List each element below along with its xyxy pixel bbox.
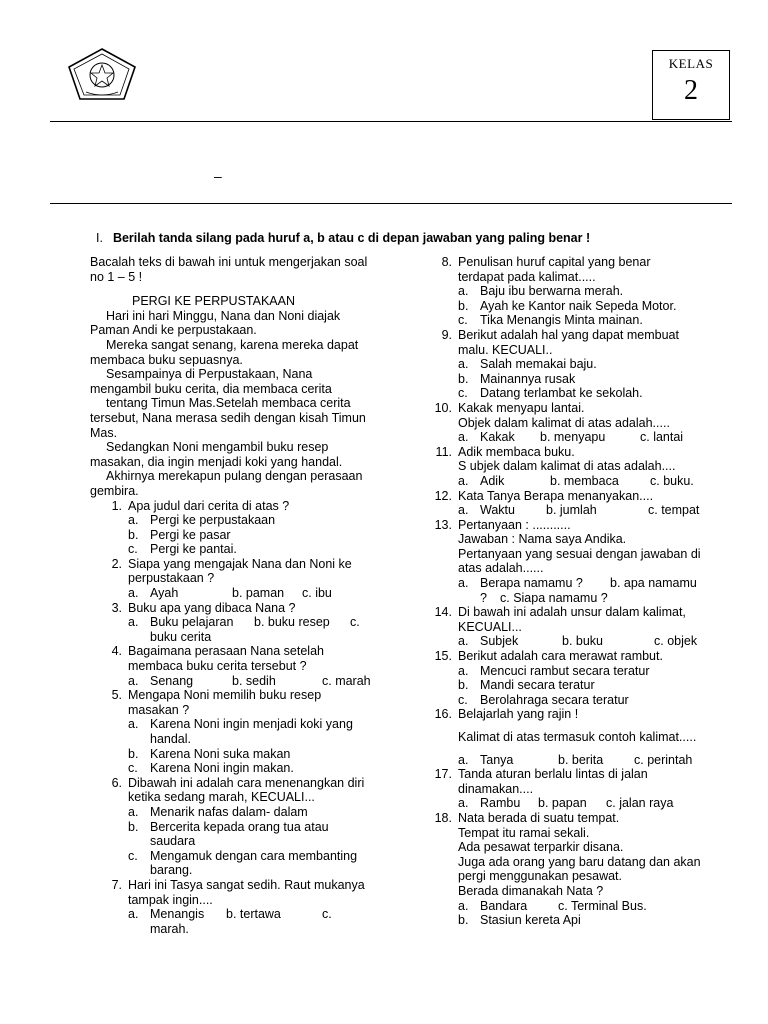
- school-emblem-icon: [66, 46, 138, 102]
- option-b[interactable]: b. Bercerita kepada orang tua atau: [128, 819, 329, 834]
- option-a[interactable]: Waktu: [480, 503, 515, 518]
- option-row: a. Rambu b. papan c. jalan raya: [458, 796, 674, 811]
- instruction-number: I.: [96, 231, 103, 245]
- question-13: 13. Pertanyaan : ...........: [434, 517, 571, 532]
- option-b[interactable]: b. menyapu: [540, 430, 606, 445]
- option-row: [430, 591, 730, 606]
- question-12: 12. Kata Tanya Berapa menanyakan....: [434, 488, 654, 503]
- question-text-cont: Objek dalam kalimat di atas adalah.....: [458, 415, 670, 430]
- option-b[interactable]: b. Pergi ke pasar: [128, 527, 231, 542]
- option-c-cont: buku cerita: [150, 629, 212, 644]
- option-b[interactable]: b. sedih: [232, 673, 276, 688]
- reading-line: gembira.: [90, 483, 139, 498]
- option-row: a. Senang b. sedih c. marah: [128, 673, 371, 688]
- question-text-cont: Tempat itu ramai sekali.: [458, 825, 590, 840]
- question-text-cont: Berada dimanakah Nata ?: [458, 883, 604, 898]
- option-c[interactable]: c. objek: [654, 634, 698, 649]
- reading-line: Paman Andi ke perpustakaan.: [90, 323, 257, 338]
- question-text-cont: Juga ada orang yang baru datang dan akan: [458, 854, 701, 869]
- option-c[interactable]: c. Mengamuk dengan cara membanting: [128, 848, 358, 863]
- option-b[interactable]: b. papan: [538, 796, 587, 811]
- question-text-cont: pergi menggunakan pesawat.: [458, 869, 623, 884]
- option-a[interactable]: Tanya: [480, 752, 514, 767]
- option-a[interactable]: a. Pergi ke perpustakaan: [128, 513, 276, 528]
- question-15: 15. Berikut adalah cara merawat rambut.: [434, 649, 663, 664]
- question-18: 18. Nata berada di suatu tempat.: [434, 810, 620, 825]
- class-label: KELAS: [668, 56, 714, 71]
- option-c-cont: barang.: [150, 863, 193, 878]
- question-16: 16. Belajarlah yang rajin !: [434, 707, 579, 722]
- reading-line: Akhirnya merekapun pulang dengan perasaan: [106, 469, 363, 484]
- option-a[interactable]: Kakak: [480, 430, 515, 445]
- question-11: 11. Adik membaca buku.: [435, 444, 575, 459]
- option-row: a. Waktu b. jumlah c. tempat: [458, 503, 700, 518]
- option-c[interactable]: c. ibu: [302, 586, 332, 601]
- right-column: [430, 255, 730, 928]
- option-c[interactable]: c. Berolahraga secara teratur: [458, 692, 629, 707]
- option-a[interactable]: a. Menarik nafas dalam- dalam: [128, 804, 308, 819]
- option-row: a. Adik b. membaca c. buku.: [458, 473, 694, 488]
- question-14: 14. Di bawah ini adalah unsur dalam kalimat,: [434, 605, 686, 620]
- option-c-cont: marah.: [150, 921, 189, 936]
- question-text-cont: terdapat pada kalimat.....: [458, 269, 596, 284]
- question-7: 7. Hari ini Tasya sangat sedih. Raut mukanya: [111, 877, 365, 892]
- question-text-cont: malu. KECUALI..: [458, 342, 553, 357]
- option-c[interactable]: c. Tika Menangis Minta mainan.: [458, 313, 643, 328]
- option-a[interactable]: a. Baju ibu berwarna merah.: [458, 284, 624, 299]
- option-b[interactable]: b. Mainannya rusak: [458, 371, 576, 386]
- question-6: 6. Dibawah ini adalah cara menenangkan diri: [111, 775, 365, 790]
- option-a[interactable]: Bandara: [480, 898, 528, 913]
- instruction: [96, 231, 590, 245]
- question-5: 5. Mengapa Noni memilih buku resep: [111, 688, 322, 703]
- option-a[interactable]: Menangis: [150, 907, 205, 922]
- option-a-cont: handal.: [150, 732, 192, 746]
- option-c[interactable]: c.: [350, 615, 360, 630]
- option-row: a. Tanya b. berita c. perintah: [458, 752, 693, 767]
- question-text-cont: membaca buku cerita tersebut ?: [128, 659, 307, 674]
- option-b[interactable]: b. tertawa: [226, 907, 281, 922]
- option-b[interactable]: b. berita: [558, 752, 604, 767]
- option-c[interactable]: c. Datang terlambat ke sekolah.: [458, 386, 643, 401]
- question-text-cont: S ubjek dalam kalimat di atas adalah....: [458, 459, 676, 474]
- option-b[interactable]: b. Karena Noni suka makan: [128, 746, 291, 761]
- question-text-cont: masakan ?: [128, 702, 190, 717]
- question-text-cont: atas adalah......: [458, 561, 544, 576]
- option-a[interactable]: a. Mencuci rambut secara teratur: [458, 663, 650, 678]
- question-9: 9. Berikut adalah hal yang dapat membuat: [441, 327, 679, 342]
- option-c[interactable]: c. tempat: [648, 503, 700, 518]
- option-row: a. Subjek b. buku c. objek: [458, 634, 698, 649]
- option-row: a. Bandara c. Terminal Bus.: [458, 898, 647, 913]
- option-a[interactable]: Buku pelajaran: [150, 615, 234, 630]
- option-c[interactable]: c. perintah: [634, 752, 693, 767]
- option-c[interactable]: c. buku.: [650, 473, 694, 488]
- question-2: 2. Siapa yang mengajak Nana dan Noni ke: [111, 556, 352, 571]
- option-c[interactable]: c. marah: [322, 673, 371, 688]
- reading-line: mengambil buku cerita, dia membaca cerita: [90, 381, 332, 396]
- reading-line: masakan, dia ingin menjadi koki yang handal.: [90, 454, 343, 469]
- option-row: a. Buku pelajaran b. buku resep c.: [128, 615, 360, 630]
- option-a[interactable]: Berapa namamu ?: [480, 576, 583, 591]
- reading-line: tentang Timun Mas.Setelah membaca cerita: [106, 396, 351, 411]
- question-text-cont: Ada pesawat terparkir disana.: [458, 840, 624, 855]
- question-8: 8. Penulisan huruf capital yang benar: [441, 255, 651, 269]
- option-c[interactable]: c. Terminal Bus.: [558, 898, 647, 913]
- question-text-cont: tampak ingin....: [128, 892, 213, 907]
- reading-intro: Bacalah teks di bawah ini untuk mengerjakan soal: [90, 255, 368, 269]
- option-a[interactable]: a. Salah memakai baju.: [458, 357, 597, 372]
- option-b[interactable]: b. paman: [232, 586, 285, 601]
- option-c[interactable]: c. Siapa namamu ?: [500, 590, 608, 605]
- question-text-cont: dinamakan....: [458, 781, 534, 796]
- question-3: 3. Buku apa yang dibaca Nana ?: [111, 600, 296, 615]
- reading-line: Sesampainya di Perpustakaan, Nana: [106, 367, 313, 382]
- question-text-cont: Kalimat di atas termasuk contoh kalimat.....: [458, 730, 697, 744]
- option-c[interactable]: c. lantai: [640, 430, 684, 445]
- option-row: a. Kakak b. menyapu c. lantai: [458, 430, 684, 445]
- option-row: a. Berapa namamu ? b. apa namamu: [458, 576, 697, 591]
- question-text-cont: Jawaban : Nama saya Andika.: [458, 532, 627, 547]
- option-row: a. Ayah b. paman c. ibu: [128, 586, 332, 601]
- option-c[interactable]: c. Karena Noni ingin makan.: [128, 761, 294, 776]
- question-text-cont: Pertanyaan yang sesuai dengan jawaban di: [458, 546, 701, 561]
- option-b[interactable]: b. Stasiun kereta Api: [458, 913, 581, 928]
- option-b[interactable]: b. jumlah: [546, 503, 597, 518]
- instruction-text: Berilah tanda silang pada huruf a, b atau c di depan jawaban yang paling benar !: [112, 231, 591, 245]
- reading-line: tersebut, Nana merasa sedih dengan kisah Timun: [90, 410, 366, 425]
- option-b[interactable]: b. Mandi secara teratur: [458, 678, 595, 693]
- option-b[interactable]: b. apa namamu: [610, 576, 697, 591]
- option-row: a. Menangis b. tertawa c.: [128, 907, 332, 922]
- option-c[interactable]: c.: [322, 907, 332, 922]
- option-a[interactable]: Adik: [480, 473, 505, 488]
- question-text-cont: ketika sedang marah, KECUALI...: [128, 790, 315, 805]
- reading-line: Mereka sangat senang, karena mereka dapat: [106, 337, 359, 352]
- option-b-cont: ?: [480, 590, 487, 605]
- reading-line: Sedangkan Noni mengambil buku resep: [106, 440, 329, 455]
- option-a[interactable]: Ayah: [150, 586, 179, 601]
- option-a[interactable]: Senang: [150, 673, 194, 688]
- option-b[interactable]: b. buku resep: [254, 615, 330, 630]
- header-dash: –: [214, 168, 222, 184]
- option-a[interactable]: a. Karena Noni ingin menjadi koki yang: [128, 717, 353, 732]
- reading-title: PERGI KE PERPUSTAKAAN: [132, 294, 296, 309]
- header-divider-bottom: [50, 203, 732, 204]
- question-17: 17. Tanda aturan berlalu lintas di jalan: [434, 767, 648, 782]
- option-b[interactable]: b. membaca: [550, 473, 619, 488]
- option-c[interactable]: c. Pergi ke pantai.: [128, 542, 237, 557]
- option-a[interactable]: Subjek: [480, 634, 519, 649]
- question-text-cont: KECUALI...: [458, 619, 522, 634]
- option-b[interactable]: b. Ayah ke Kantor naik Sepeda Motor.: [458, 298, 677, 313]
- class-number: 2: [684, 75, 698, 106]
- left-column: [90, 255, 380, 936]
- option-a[interactable]: Rambu: [480, 796, 521, 811]
- reading-line: Mas.: [90, 425, 118, 440]
- option-c[interactable]: c. jalan raya: [606, 796, 674, 811]
- reading-line: Hari ini hari Minggu, Nana dan Noni diajak: [106, 308, 341, 323]
- question-text-cont: perpustakaan ?: [128, 571, 215, 586]
- header-divider-top: [50, 121, 732, 122]
- option-b-cont: saudara: [150, 834, 196, 849]
- question-4: 4. Bagaimana perasaan Nana setelah: [111, 644, 324, 659]
- class-box: [652, 50, 730, 120]
- reading-line: membaca buku sepuasnya.: [90, 352, 243, 367]
- option-b[interactable]: b. buku: [562, 634, 604, 649]
- question-10: 10. Kakak menyapu lantai.: [434, 400, 585, 415]
- reading-intro: no 1 – 5 !: [90, 269, 143, 284]
- question-1: 1. Apa judul dari cerita di atas ?: [111, 498, 290, 513]
